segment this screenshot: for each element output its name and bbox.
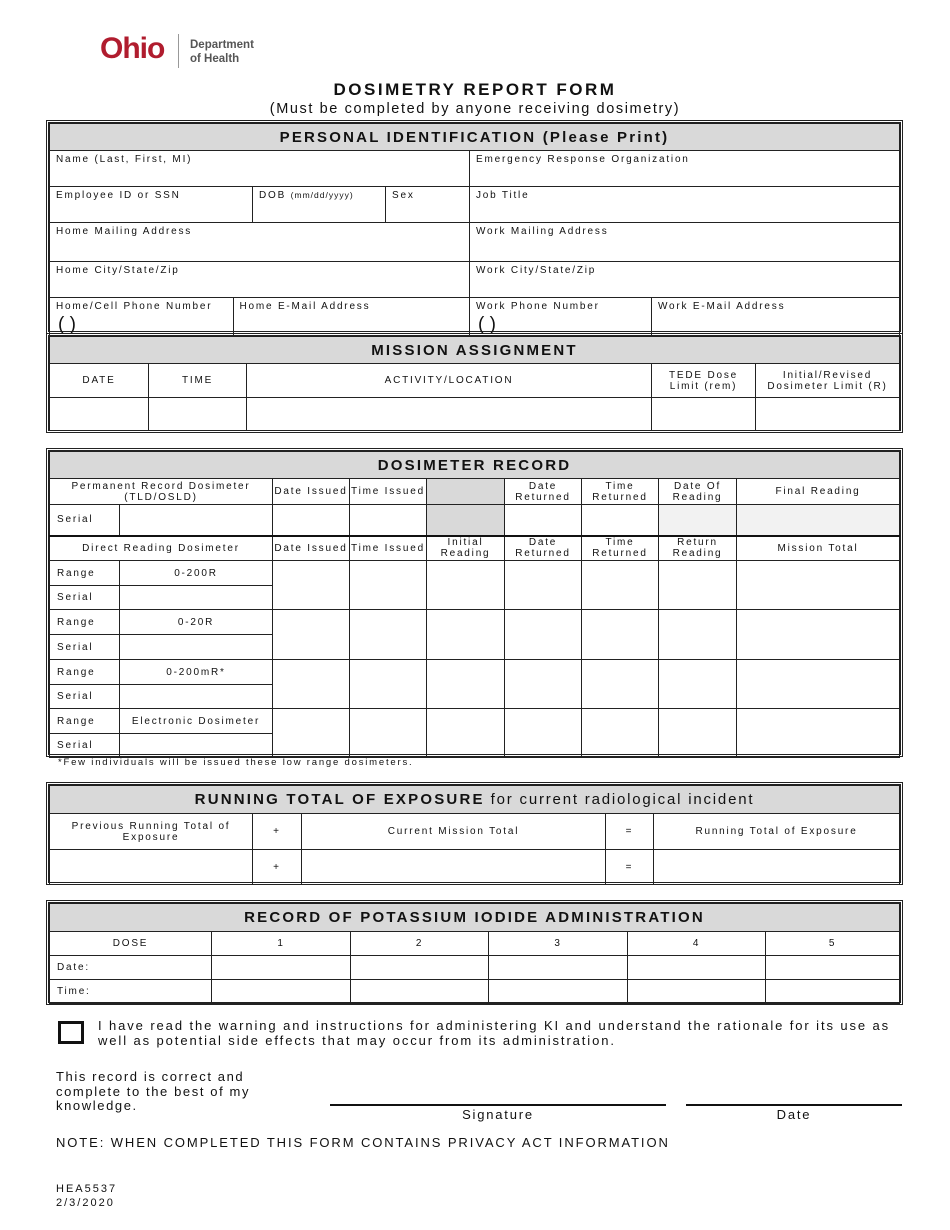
- logo-brand: Ohio: [100, 32, 165, 65]
- serial-input[interactable]: [120, 685, 273, 709]
- perm-col-time-returned: Time Returned: [582, 479, 659, 505]
- drd-col-initial-reading: Initial Reading: [427, 536, 505, 561]
- dose-1: 1: [212, 932, 351, 956]
- previous-running-total-label: Previous Running Total of Exposure: [50, 814, 253, 850]
- range-label: Range: [50, 660, 120, 685]
- logo-divider: [178, 34, 179, 68]
- work-email-field[interactable]: Work E-Mail Address: [652, 298, 900, 340]
- ki-time-input-4[interactable]: [628, 980, 766, 1004]
- sex-field[interactable]: Sex: [386, 187, 470, 223]
- mission-date-input[interactable]: [50, 398, 149, 431]
- dosimeter-record-section: [46, 448, 903, 757]
- ki-time-input-3[interactable]: [489, 980, 628, 1004]
- table-row: [50, 709, 900, 734]
- potassium-iodide-header: RECORD OF POTASSIUM IODIDE ADMINISTRATION: [50, 904, 900, 932]
- previous-running-total-input[interactable]: [50, 850, 253, 885]
- personal-identification-header: PERSONAL IDENTIFICATION (Please Print): [50, 124, 900, 151]
- dose-3: 3: [489, 932, 628, 956]
- mission-col-dosimeter-limit: Initial/Revised Dosimeter Limit (R): [756, 364, 900, 398]
- serial-label: Serial: [50, 635, 120, 660]
- signature-label: Signature: [462, 1107, 534, 1122]
- ki-acknowledgement-checkbox[interactable]: [58, 1021, 84, 1044]
- running-total-input[interactable]: [654, 850, 900, 885]
- perm-col-date-of-reading: Date Of Reading: [659, 479, 737, 505]
- range-value: Electronic Dosimeter: [120, 709, 273, 734]
- perm-blank-cell: [427, 505, 505, 536]
- dose-2: 2: [351, 932, 489, 956]
- ki-time-input-2[interactable]: [351, 980, 489, 1004]
- range-value: 0-200R: [120, 561, 273, 586]
- plus-sign: +: [253, 814, 302, 850]
- ki-date-label: Date:: [50, 956, 212, 980]
- potassium-iodide-section: [46, 900, 903, 1005]
- form-date: 2/3/2020: [56, 1197, 115, 1209]
- home-phone-field[interactable]: Home/Cell Phone Number ( ): [50, 298, 233, 339]
- dose-5: 5: [766, 932, 900, 956]
- perm-serial-input[interactable]: [120, 505, 273, 536]
- drd-col-time-returned: Time Returned: [582, 536, 659, 561]
- range-label: Range: [50, 561, 120, 586]
- dob-field[interactable]: DOB (mm/dd/yyyy): [253, 187, 386, 223]
- perm-col-date-returned: Date Returned: [505, 479, 582, 505]
- drd-col-return-reading: Return Reading: [659, 536, 737, 561]
- date-label: Date: [776, 1107, 812, 1122]
- drd-col-dosimeter: Direct Reading Dosimeter: [50, 536, 273, 561]
- ki-date-input-4[interactable]: [628, 956, 766, 980]
- range-value: 0-200mR*: [120, 660, 273, 685]
- mission-col-tede-limit: TEDE Dose Limit (rem): [652, 364, 756, 398]
- signature-line[interactable]: [330, 1104, 666, 1106]
- serial-input[interactable]: [120, 635, 273, 660]
- certification-statement: This record is correct and complete to the best of my knowledge.: [56, 1069, 251, 1113]
- equals-sign: =: [606, 814, 654, 850]
- serial-label: Serial: [50, 586, 120, 610]
- range-label: Range: [50, 709, 120, 734]
- home-city-state-zip-field[interactable]: Home City/State/Zip: [50, 262, 470, 298]
- perm-col-blank: [427, 479, 505, 505]
- ki-time-input-1[interactable]: [212, 980, 351, 1004]
- ki-date-input-2[interactable]: [351, 956, 489, 980]
- work-mailing-address-field[interactable]: Work Mailing Address: [470, 223, 900, 262]
- ki-date-input-1[interactable]: [212, 956, 351, 980]
- job-title-field[interactable]: Job Title: [470, 187, 900, 223]
- ki-date-input-5[interactable]: [766, 956, 900, 980]
- running-total-header: RUNNING TOTAL OF EXPOSURE for current radiological incident: [50, 786, 900, 814]
- dose-4: 4: [628, 932, 766, 956]
- form-number-block: [56, 1182, 117, 1210]
- mission-assignment-header: MISSION ASSIGNMENT: [50, 337, 900, 364]
- serial-label: Serial: [50, 734, 120, 758]
- perm-col-final-reading: Final Reading: [737, 479, 900, 505]
- ki-acknowledgement-text: I have read the warning and instructions for administering KI and understand the rationale for its use as well as potential side effects that may occur from its administration.: [98, 1018, 891, 1048]
- drd-col-time-issued: Time Issued: [350, 536, 427, 561]
- table-row: [50, 660, 900, 685]
- mission-assignment-section: [46, 333, 903, 433]
- perm-time-issued-input[interactable]: [350, 505, 427, 536]
- serial-input[interactable]: [120, 586, 273, 610]
- mission-dosimeter-limit-input[interactable]: [756, 398, 900, 431]
- dosimeter-footnote: *Few individuals will be issued these low range dosimeters.: [58, 757, 414, 768]
- drd-col-date-returned: Date Returned: [505, 536, 582, 561]
- running-total-label: Running Total of Exposure: [654, 814, 900, 850]
- range-value: 0-20R: [120, 610, 273, 635]
- logo-department: Department of Health: [190, 39, 254, 65]
- ki-date-input-3[interactable]: [489, 956, 628, 980]
- perm-date-issued-input[interactable]: [273, 505, 350, 536]
- running-total-section: [46, 782, 903, 885]
- mission-activity-input[interactable]: [247, 398, 652, 431]
- perm-col-time-issued: Time Issued: [350, 479, 427, 505]
- range-label: Range: [50, 610, 120, 635]
- name-field[interactable]: Name (Last, First, MI): [50, 151, 470, 187]
- work-phone-field[interactable]: Work Phone Number ( ): [470, 298, 652, 340]
- work-city-state-zip-field[interactable]: Work City/State/Zip: [470, 262, 900, 298]
- mission-col-date: DATE: [50, 364, 149, 398]
- mission-tede-input[interactable]: [652, 398, 756, 431]
- perm-date-of-reading-input[interactable]: [659, 505, 737, 536]
- ki-time-label: Time:: [50, 980, 212, 1004]
- perm-serial-label: Serial: [50, 505, 120, 536]
- home-mailing-address-field[interactable]: Home Mailing Address: [50, 223, 470, 262]
- equals-sign: =: [606, 850, 654, 885]
- ohio-department-of-health-logo: [88, 28, 268, 78]
- mission-col-time: TIME: [149, 364, 247, 398]
- serial-input[interactable]: [120, 734, 273, 758]
- form-number: HEA5537: [56, 1183, 118, 1195]
- emergency-response-organization-field[interactable]: Emergency Response Organization: [470, 151, 900, 187]
- date-line[interactable]: [686, 1104, 902, 1106]
- current-mission-total-label: Current Mission Total: [302, 814, 606, 850]
- privacy-note: NOTE: WHEN COMPLETED THIS FORM CONTAINS PRIVACY ACT INFORMATION: [56, 1135, 670, 1150]
- dose-label: DOSE: [50, 932, 212, 956]
- personal-identification-section: [46, 120, 903, 334]
- employee-id-field[interactable]: Employee ID or SSN: [50, 187, 253, 223]
- current-mission-total-input[interactable]: [302, 850, 606, 885]
- mission-col-activity: ACTIVITY/LOCATION: [247, 364, 652, 398]
- home-email-field[interactable]: Home E-Mail Address: [239, 301, 371, 312]
- perm-time-returned-input[interactable]: [582, 505, 659, 536]
- table-row: [50, 610, 900, 635]
- ki-time-input-5[interactable]: [766, 980, 900, 1004]
- table-row: [50, 561, 900, 586]
- plus-sign: +: [253, 850, 302, 885]
- perm-final-reading-input[interactable]: [737, 505, 900, 536]
- form-subtitle: (Must be completed by anyone receiving dosimetry): [269, 101, 681, 117]
- perm-date-returned-input[interactable]: [505, 505, 582, 536]
- form-title: DOSIMETRY REPORT FORM: [333, 80, 617, 99]
- serial-label: Serial: [50, 685, 120, 709]
- perm-col-dosimeter: Permanent Record Dosimeter (TLD/OSLD): [50, 479, 273, 505]
- mission-time-input[interactable]: [149, 398, 247, 431]
- drd-col-mission-total: Mission Total: [737, 536, 900, 561]
- drd-col-date-issued: Date Issued: [273, 536, 350, 561]
- dosimeter-record-header: DOSIMETER RECORD: [50, 452, 900, 479]
- perm-col-date-issued: Date Issued: [273, 479, 350, 505]
